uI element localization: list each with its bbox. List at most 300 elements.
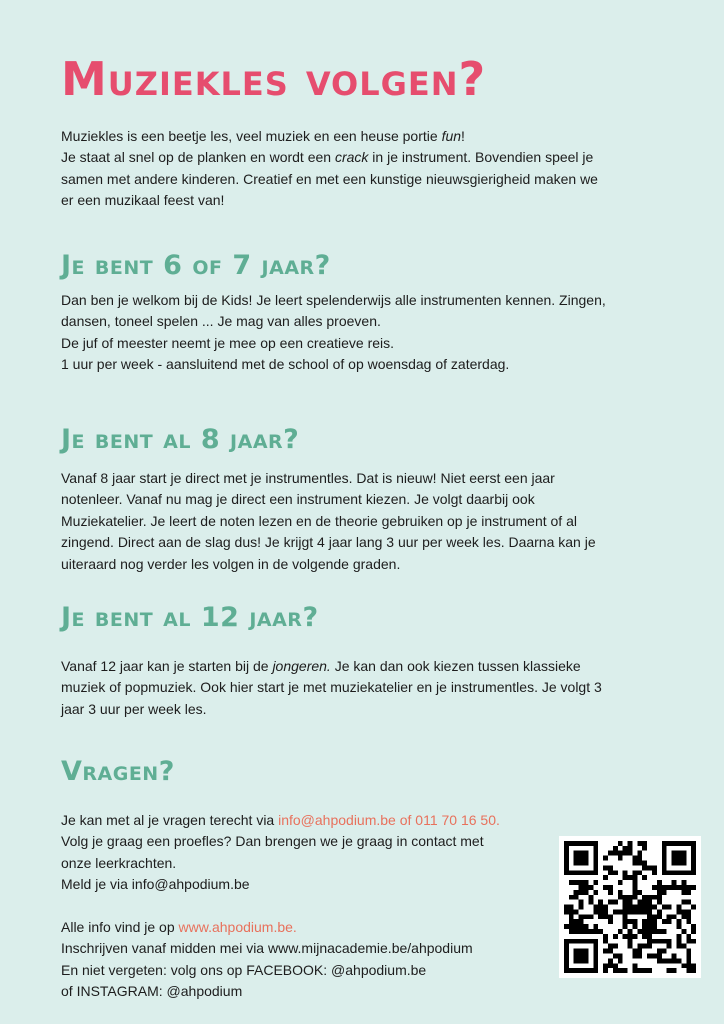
qr-module	[681, 856, 686, 861]
qr-module	[569, 914, 574, 919]
qr-module	[686, 841, 691, 846]
qr-module	[642, 905, 647, 910]
qr-module	[613, 944, 618, 949]
qr-module	[608, 958, 613, 963]
qr-module	[632, 870, 637, 875]
qr-module	[583, 885, 588, 890]
intro-line-1: Muziekles is een beetje les, veel muziek en een heuse portie fun!	[61, 128, 465, 144]
qr-module	[574, 958, 579, 963]
qr-module	[564, 851, 569, 856]
qr-module	[642, 875, 647, 880]
qr-module	[652, 924, 657, 929]
qr-module	[672, 958, 677, 963]
section-heading-12: Je bent al 12 jaar?	[61, 602, 319, 633]
qr-module	[677, 841, 682, 846]
qr-module	[579, 929, 584, 934]
qr-module	[632, 919, 637, 924]
intro-line-2: Je staat al snel op de planken en wordt een crack in je instrument. Bovendien speel je	[61, 149, 594, 166]
qr-module	[579, 856, 584, 861]
qr-module	[623, 851, 628, 856]
qr-module	[574, 841, 579, 846]
qr-module	[564, 944, 569, 949]
qr-module	[677, 919, 682, 924]
qr-module	[574, 895, 579, 900]
section-line: jaar 3 uur per week les.	[61, 700, 207, 717]
qr-module	[593, 939, 598, 944]
qr-module	[569, 929, 574, 934]
qr-module	[681, 914, 686, 919]
qr-module	[667, 885, 672, 890]
qr-module	[593, 890, 598, 895]
qr-module	[593, 851, 598, 856]
section-line: uiteraard nog verder les volgen in de volgende graden.	[61, 555, 401, 572]
qr-module	[691, 924, 696, 929]
section-line: dansen, toneel spelen ... Je mag van alles proeven.	[61, 313, 381, 330]
page-title: Muziekles volgen?	[61, 52, 487, 106]
qr-module	[564, 841, 569, 846]
section-line: muziek of popmuziek. Ook hier start je met muziekatelier en je instrumentles. Je volgt 3	[61, 679, 602, 696]
qr-module	[588, 939, 593, 944]
website-link[interactable]: www.ahpodium.be.	[178, 919, 297, 936]
section-heading-vragen: Vragen?	[61, 756, 175, 787]
qr-module	[608, 870, 613, 875]
qr-module	[632, 968, 637, 973]
section-line: Dan ben je welkom bij de Kids! Je leert spelenderwijs alle instrumenten kennen. Zingen,	[61, 292, 606, 308]
qr-module	[593, 924, 598, 929]
qr-module	[637, 909, 642, 914]
section-line: of INSTAGRAM: @ahpodium	[61, 983, 243, 1000]
section-line: Vanaf 12 jaar kan je starten bij de jongeren. Je kan dan ook kiezen tussen klassieke	[61, 658, 581, 674]
qr-module	[686, 914, 691, 919]
qr-module	[583, 954, 588, 959]
qr-module	[593, 870, 598, 875]
qr-module	[691, 846, 696, 851]
qr-module	[603, 968, 608, 973]
qr-module	[583, 914, 588, 919]
qr-module	[593, 958, 598, 963]
section-6-7-text	[61, 290, 661, 376]
qr-module	[588, 870, 593, 875]
qr-module	[613, 851, 618, 856]
qr-module	[642, 865, 647, 870]
section-line: 1 uur per week - aansluitend met de school of op woensdag of zaterdag.	[61, 356, 510, 373]
qr-module	[657, 914, 662, 919]
qr-module	[662, 856, 667, 861]
qr-module	[613, 963, 618, 968]
qr-module	[618, 890, 623, 895]
qr-module	[608, 944, 613, 949]
qr-module	[681, 885, 686, 890]
qr-module	[628, 934, 633, 939]
qr-module	[647, 929, 652, 934]
qr-module	[618, 841, 623, 846]
section-line: Je kan met al je vragen terecht via info@ahpodium.be of 011 70 16 50.	[61, 812, 500, 828]
qr-module	[603, 939, 608, 944]
qr-module	[686, 934, 691, 939]
qr-module	[672, 856, 677, 861]
qr-module	[681, 851, 686, 856]
intro-line-3: samen met andere kinderen. Creatief en met een kunstige nieuwsgierigheid maken we	[61, 170, 598, 187]
qr-module	[662, 919, 667, 924]
qr-module	[603, 963, 608, 968]
qr-module	[686, 968, 691, 973]
qr-module	[579, 949, 584, 954]
qr-module	[613, 900, 618, 905]
qr-module	[677, 934, 682, 939]
qr-module	[574, 890, 579, 895]
qr-module	[637, 968, 642, 973]
qr-module	[583, 860, 588, 865]
qr-module	[618, 909, 623, 914]
qr-module	[647, 954, 652, 959]
qr-module	[583, 851, 588, 856]
qr-module	[667, 944, 672, 949]
qr-module	[632, 880, 637, 885]
qr-module	[598, 929, 603, 934]
qr-module	[613, 909, 618, 914]
qr-module	[579, 880, 584, 885]
qr-code-icon	[559, 836, 701, 978]
qr-module	[686, 890, 691, 895]
qr-module	[647, 900, 652, 905]
qr-module	[623, 895, 628, 900]
qr-module	[608, 914, 613, 919]
qr-module	[652, 939, 657, 944]
qr-module	[574, 954, 579, 959]
intro-paragraph	[61, 126, 661, 212]
section-heading-8: Je bent al 8 jaar?	[61, 424, 300, 455]
qr-module	[564, 958, 569, 963]
qr-module	[574, 851, 579, 856]
qr-module	[632, 905, 637, 910]
qr-module	[657, 954, 662, 959]
email-phone-link[interactable]: info@ahpodium.be of 011 70 16 50.	[278, 812, 500, 828]
qr-module	[652, 895, 657, 900]
qr-module	[588, 900, 593, 905]
qr-module	[623, 909, 628, 914]
qr-module	[681, 963, 686, 968]
qr-module	[613, 846, 618, 851]
qr-module	[672, 841, 677, 846]
qr-module	[667, 914, 672, 919]
qr-module	[642, 909, 647, 914]
qr-module	[564, 968, 569, 973]
qr-module	[588, 929, 593, 934]
qr-module	[579, 841, 584, 846]
qr-module	[579, 939, 584, 944]
qr-module	[564, 860, 569, 865]
qr-module	[579, 860, 584, 865]
qr-module	[681, 841, 686, 846]
qr-module	[662, 958, 667, 963]
qr-module	[652, 885, 657, 890]
qr-module	[603, 875, 608, 880]
qr-module	[564, 909, 569, 914]
qr-module	[593, 909, 598, 914]
section-heading-6-7: Je bent 6 of 7 jaar?	[61, 250, 331, 281]
qr-module	[686, 949, 691, 954]
qr-module	[598, 909, 603, 914]
qr-module	[593, 949, 598, 954]
qr-module	[583, 968, 588, 973]
qr-module	[574, 968, 579, 973]
qr-module	[628, 919, 633, 924]
qr-code[interactable]	[559, 836, 701, 978]
qr-module	[672, 851, 677, 856]
section-line: Muziekatelier. Je leert de noten lezen en de theorie gebruiken op je instrument of al	[61, 512, 577, 529]
qr-module	[667, 870, 672, 875]
qr-module	[691, 885, 696, 890]
qr-module	[647, 934, 652, 939]
qr-module	[628, 944, 633, 949]
qr-module	[642, 900, 647, 905]
qr-module	[642, 968, 647, 973]
qr-module	[662, 885, 667, 890]
qr-module	[574, 924, 579, 929]
section-line: notenleer. Vanaf nu mag je direct een instrument kiezen. Je volgt daarbij ook	[61, 491, 535, 508]
qr-module	[623, 968, 628, 973]
qr-module	[598, 914, 603, 919]
qr-module	[608, 890, 613, 895]
qr-module	[652, 929, 657, 934]
qr-module	[628, 851, 633, 856]
qr-module	[569, 919, 574, 924]
qr-module	[691, 856, 696, 861]
qr-module	[608, 963, 613, 968]
qr-module	[623, 934, 628, 939]
qr-module	[623, 870, 628, 875]
qr-module	[642, 841, 647, 846]
section-line: Volg je graag een proefles? Dan brengen we je graag in contact met	[61, 833, 484, 850]
qr-module	[628, 875, 633, 880]
section-line: De juf of meester neemt je mee op een creatieve reis.	[61, 334, 395, 351]
qr-module	[628, 939, 633, 944]
qr-module	[637, 870, 642, 875]
qr-module	[583, 924, 588, 929]
qr-module	[657, 929, 662, 934]
qr-module	[564, 939, 569, 944]
qr-module	[677, 909, 682, 914]
qr-module	[657, 949, 662, 954]
qr-module	[686, 919, 691, 924]
qr-module	[637, 954, 642, 959]
qr-module	[588, 885, 593, 890]
qr-module	[681, 909, 686, 914]
qr-module	[623, 900, 628, 905]
qr-module	[583, 880, 588, 885]
qr-module	[647, 895, 652, 900]
qr-module	[632, 895, 637, 900]
qr-module	[652, 865, 657, 870]
qr-module	[637, 929, 642, 934]
qr-module	[579, 954, 584, 959]
section-8-text	[61, 468, 661, 575]
qr-module	[686, 885, 691, 890]
qr-module	[564, 846, 569, 851]
qr-module	[642, 944, 647, 949]
qr-module	[579, 851, 584, 856]
qr-module	[574, 939, 579, 944]
qr-module	[691, 929, 696, 934]
qr-module	[691, 905, 696, 910]
qr-module	[608, 919, 613, 924]
qr-module	[632, 949, 637, 954]
qr-module	[686, 954, 691, 959]
qr-module	[637, 856, 642, 861]
qr-module	[657, 880, 662, 885]
qr-module	[564, 949, 569, 954]
qr-module	[672, 954, 677, 959]
qr-module	[583, 856, 588, 861]
qr-module	[564, 963, 569, 968]
qr-module	[623, 914, 628, 919]
qr-module	[593, 963, 598, 968]
qr-module	[579, 924, 584, 929]
qr-module	[579, 890, 584, 895]
qr-module	[637, 949, 642, 954]
qr-module	[637, 900, 642, 905]
qr-module	[588, 895, 593, 900]
qr-module	[603, 949, 608, 954]
qr-module	[637, 890, 642, 895]
qr-module	[628, 909, 633, 914]
qr-module	[628, 900, 633, 905]
qr-module	[657, 900, 662, 905]
qr-module	[681, 860, 686, 865]
qr-module	[647, 865, 652, 870]
qr-module	[637, 905, 642, 910]
qr-module	[691, 865, 696, 870]
qr-module	[618, 895, 623, 900]
qr-module	[564, 865, 569, 870]
qr-module	[667, 905, 672, 910]
qr-module	[677, 924, 682, 929]
qr-module	[632, 885, 637, 890]
qr-module	[632, 954, 637, 959]
qr-module	[677, 939, 682, 944]
qr-module	[574, 949, 579, 954]
qr-module	[583, 870, 588, 875]
qr-module	[686, 909, 691, 914]
qr-module	[686, 870, 691, 875]
qr-module	[608, 851, 613, 856]
section-line: onze leerkrachten.	[61, 854, 177, 871]
qr-module	[569, 968, 574, 973]
qr-module	[681, 870, 686, 875]
qr-module	[632, 963, 637, 968]
qr-module	[569, 880, 574, 885]
qr-module	[579, 968, 584, 973]
qr-module	[686, 939, 691, 944]
qr-module	[647, 919, 652, 924]
qr-module	[677, 856, 682, 861]
qr-module	[603, 905, 608, 910]
section-line: Alle info vind je op www.ahpodium.be.	[61, 919, 297, 936]
qr-module	[642, 895, 647, 900]
qr-module	[677, 851, 682, 856]
qr-module	[569, 870, 574, 875]
qr-module	[608, 900, 613, 905]
qr-module	[642, 934, 647, 939]
qr-module	[608, 865, 613, 870]
qr-module	[603, 885, 608, 890]
qr-module	[593, 841, 598, 846]
qr-module	[564, 905, 569, 910]
qr-module	[618, 880, 623, 885]
qr-module	[691, 963, 696, 968]
qr-module	[588, 841, 593, 846]
qr-module	[632, 856, 637, 861]
qr-module	[657, 958, 662, 963]
qr-module	[579, 870, 584, 875]
qr-module	[593, 954, 598, 959]
qr-module	[677, 870, 682, 875]
qr-module	[667, 968, 672, 973]
qr-module	[681, 944, 686, 949]
qr-module	[574, 929, 579, 934]
qr-module	[632, 860, 637, 865]
qr-module	[588, 968, 593, 973]
qr-module	[667, 958, 672, 963]
qr-module	[657, 885, 662, 890]
qr-module	[593, 846, 598, 851]
qr-module	[672, 870, 677, 875]
qr-module	[632, 924, 637, 929]
qr-module	[593, 905, 598, 910]
qr-module	[593, 968, 598, 973]
qr-module	[623, 924, 628, 929]
qr-module	[574, 856, 579, 861]
qr-module	[681, 890, 686, 895]
qr-module	[686, 958, 691, 963]
qr-module	[681, 900, 686, 905]
qr-module	[598, 900, 603, 905]
qr-module	[574, 870, 579, 875]
qr-module	[647, 914, 652, 919]
qr-module	[691, 968, 696, 973]
qr-module	[593, 880, 598, 885]
qr-module	[579, 919, 584, 924]
qr-module	[677, 944, 682, 949]
qr-module	[667, 841, 672, 846]
qr-module	[647, 924, 652, 929]
qr-module	[583, 939, 588, 944]
qr-module	[618, 954, 623, 959]
qr-module	[618, 968, 623, 973]
qr-module	[613, 968, 618, 973]
section-line: Inschrijven vanaf midden mei via www.mijnacademie.be/ahpodium	[61, 940, 473, 957]
qr-module	[677, 860, 682, 865]
qr-module	[642, 919, 647, 924]
qr-module	[618, 851, 623, 856]
qr-module	[662, 939, 667, 944]
qr-module	[662, 890, 667, 895]
qr-module	[647, 944, 652, 949]
qr-module	[691, 860, 696, 865]
qr-module	[662, 841, 667, 846]
qr-module	[618, 958, 623, 963]
qr-module	[588, 914, 593, 919]
qr-module	[672, 860, 677, 865]
qr-module	[593, 944, 598, 949]
qr-module	[608, 949, 613, 954]
qr-module	[652, 954, 657, 959]
qr-module	[593, 860, 598, 865]
qr-module	[574, 909, 579, 914]
qr-module	[583, 958, 588, 963]
qr-module	[647, 905, 652, 910]
qr-module	[593, 865, 598, 870]
